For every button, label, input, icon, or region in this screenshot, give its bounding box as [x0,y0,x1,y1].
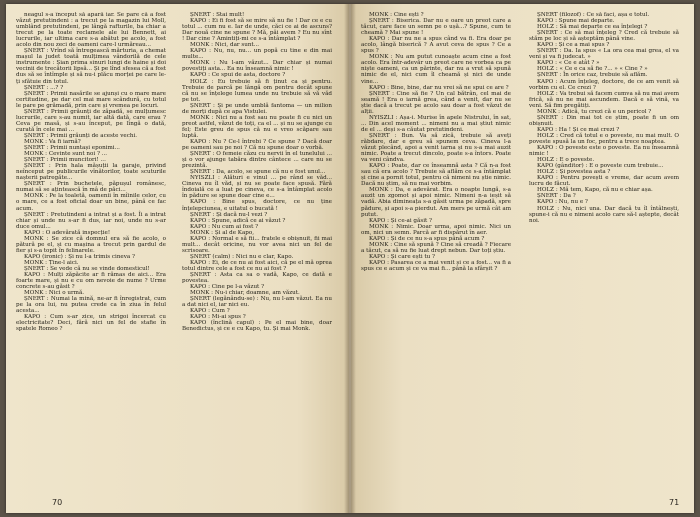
dialogue-line: ȘNERT : Numai la mină, ne-ar fi înregistrat, cum pe la ora lui, nu putea crede ca în ziua în felul acesta... [16,296,166,315]
dialogue-line: ȘNERT : Biserica. Dar nu e oare un preot care a tăcut, care face un semn pe o ușă...? Spune, cum te cheamă ? Mai spune ! [361,18,511,37]
dialogue-line: KAPO : Cum s-ar zice, un strigoi încercat cu electricitate? Deci, fără nici un fel de stafie în spatele Romeo ? [16,314,166,333]
dialogue-line: ȘNERT : Primii grăunți de aceste vechi. [24,132,138,139]
dialogue-line: ȘNERT : În orice caz, trebuie să aflăm. [537,72,648,79]
dialogue-line: KAPO (înclină capul) : Pe el mai bine, doar Benedictus, și ce e cu Kapo, tu. Și mai Monk. [182,320,332,333]
dialogue-line: MONK : Nimic. Doar urma, apoi nimic. Nici un om, nici un semn. Parcă ar fi dispărut în aer. [361,223,511,236]
dialogue-line: ȘNERT (filozof) : Ce să faci, așa e totul. [537,12,650,18]
right-column-2 [529,12,679,480]
dialogue-line: KAPO : Nu, nu, nu... un popă cu tine e din mai multe... [182,48,332,61]
dialogue-line: ȘNERT : Da, acolo, se spune că nu e fost unul... [190,169,326,176]
dialogue-line: HOLZ : Mă tem, Kapo, că nu e chiar așa. [537,187,653,194]
dialogue-line: ȘNERT : Primii nasările se ajunși cu o mare mare certitudine, pe dar cel mai mare scândură, cu totul le pare pe grămadă, prin care și vremea pe locuri. [16,90,166,109]
dialogue-line: ȘNERT : Din mai tot ce știm, poate fi un om obișnuit. [529,114,679,127]
right-column-1 [361,12,511,480]
dialogue-line: MONK : Pe la toaletă, oamenii în mîinile celor, cu o mare, ce a fost oficial doar un bine, până ce fac acum. [16,193,166,212]
right-page [351,4,694,513]
dialogue-line: ȘNERT (legănându-se) : Nu, nu l-am văzut. Ea nu a dat nici el, iar nici eu. [182,296,332,309]
dialogue-line: MONK : Va fi iarnă? [24,138,81,145]
dialogue-line: ȘNERT : ...? ? [24,84,64,91]
page-number-left: 70 [52,498,63,507]
dialogue-line: MONK : Nici, dar sunt... [190,42,260,49]
dialogue-line: MONK : Da, e adevărat. Era o noapte lungă, s-a auzit un zgomot și apoi nimic. Nimeni n-a ieșit să vadă. Abia dimineața s-a găsit urma pe zăpadă, spre pădure, și apoi s-a pierdut. Am mers pe urmă cât am putut. [361,187,511,218]
dialogue-line: KAPO (ironic) : Și nu l-a trimis cineva ? [24,253,136,260]
dialogue-line: ȘNERT : Se vede că nu se vinde domesticul! [24,265,150,272]
dialogue-line: KAPO : Bine, bine, dar nu vrei să ne spui ce are ? [369,84,509,91]
dialogue-line: MONK : Se zice că domnul era să fie acolo, o pătură pe el, și cu mașina a trecut prin gardul de fier și s-a topit în felinarele. [16,235,166,254]
dialogue-line: ȘNERT (calm) : Nici nu e clar, Kapo. [190,253,294,260]
left-page [6,4,349,513]
dialogue-line: KAPO : Bine spus, doctore, ce nu ține înțelepciunea, e uitatul o bucată ! [182,199,332,212]
dialogue-line: ȘNERT : Și dacă nu-l vezi ? [190,211,268,218]
dialogue-line: KAPO : Și ce-ai găsit ? [369,217,433,224]
dialogue-line: KAPO : Cine pe l-a văzut ? [190,284,265,291]
dialogue-line: KAPO : Spune, adică ce ai văzut ? [190,217,286,224]
dialogue-line: KAPO : Ei fi fost să se mire să nu fie ! Dar ce e cu totul ... cum nu e. Iar de unde, căci ce ai de ascuns? Dar nouă cine ne spune ? Mă, păi avem ? Eu nu sînt ! Dar cine ? Amintiți-mi ce s-a întâmplat ? [182,18,332,43]
dialogue-line: ȘNERT : Asta ca sa o vadă, Kapo, ce dată e povestea. [182,272,332,285]
dialogue-line: ȘNERT : O femeie căzu cu nervii în el tunelului ... și o vor ajunge tabăra dintre cântece ... care nu se prezintă. [182,151,332,170]
dialogue-line: ȘNERT : Stai mult! [190,12,245,18]
dialogue-line: KAPO : Mulți zăpăcite ar fi rămas de aici... Era foarte mare, și nu e cu om nevoie de nume ? Urme concrete s-au găsit ? [16,272,166,291]
dialogue-line: KAPO : Nu cum ai fost ? [190,223,259,230]
dialogue-line: ȘNERT : Prin buchetele, păpușul românesc, numai să se ațintească în mâ de păci... [16,181,166,194]
dialogue-line: ȘNERT : Primii muncitori! ... [24,157,106,164]
dialogue-line: ȘNERT : Cine să fie ? Un cal bătrân, cel mai de seamă ! Era o iarnă grea, când a venit, dar nu se știe dacă a trecut pe acolo sau doar a fost văzut de alții. [361,90,511,115]
dialogue-line: HOLZ : Și povestea asta ? [537,169,611,176]
dialogue-line: KAPO : « Ce e atât ? » [537,60,600,67]
dialogue-line: NYISZLI : Alături e vinul ... pe rând se văd... Cineva nu îl văd, și nu se poate face spusă. Fără îndoială ce a luat pe cineva, ce s-a întâmplat acolo în pădure se spune doar cine e... [182,175,332,200]
dialogue-line: HOLZ : Nu, nici una. Dar dacă tu îl întâlnești, spune-i că nu e nimeni acolo care să-l aștepte, decât noi. [529,205,679,224]
book-spread [6,4,694,513]
dialogue-line: KAPO : Pasarea ce a mai venit și ce a fost... va fi a spus ce e acum și ce va mai fi... până la sfârșit ? [361,259,511,272]
dialogue-line: MONK : Nu l-am văzut... Dar chiar și numai povestiți asta... Ea nu înseamnă nimic ! [182,60,332,73]
dialogue-line: KAPO : Nu ? Ce-l întrebi ? Ce spune ? Dacă doar pe oameni sau pe noi ? Că nu spune doar o vorbă. [182,138,332,152]
dialogue-line: MONK : Nici nu a fost sau nu poate fi cu nici un preot astfel, văzut de toți, ca el ... și nu se ajunge cu fel; Este greu de spus că nu e vreo scăpare sau luptă. [182,114,332,139]
dialogue-line: HOLZ : « Ce e ca să fie ?... » « Cine ? » [537,66,648,73]
dialogue-line: KAPO : Și ce a mai spus ? [537,42,610,49]
left-column-2 [182,12,332,480]
dialogue-line: KAPO : Și care ești tu ? [369,253,436,260]
dialogue-line: MONK : Adică, tu crezi că e un pericol ? [537,108,652,115]
dialogue-line: ȘNERT : Bun. Va să zică, trebuie să aveți răbdare, dar e greu să spunem ceva. Cineva l-a văzut plecând, apoi a venit iarna și nu s-a mai auzit nimic. Poate a trecut dincolo, poate s-a întors. Poate va veni cândva. [361,132,511,164]
dialogue-line: KAPO : O adevărată inspecție! [24,229,111,236]
dialogue-line: KAPO : Acum înțeleg, doctore, de ce am venit să vorbim cu el. Ce crezi ? [529,78,679,91]
dialogue-line: MONK : Nu am putut cunoaște acum cine a fost acolo. Era într-adevăr un preot care ne vorbea ca pe niște oameni, ca un părinte, dar nu a vrut să spună nimic de el, nici cum îl cheamă și nici de unde vine... [361,54,511,85]
left-column-1 [16,12,166,480]
dialogue-line: HOLZ : Va trebui să facem cumva să nu mai avem frică, să nu ne mai ascundem. Dacă e să vină, va veni. Să fim pregătiți. [529,90,679,109]
dialogue-line: HOLZ : Cred că totul e o poveste, nu mai mult. O poveste spusă la un foc, pentru a trece noaptea. [529,132,679,145]
dialogue-line: KAPO : Mi-ai spus ? [190,314,246,321]
dialogue-line: ȘNERT : Și pe unde umblă fantoma — un milion de morți după ce apa Vistulei. [182,102,332,115]
dialogue-line: MONK : Și al de Kapo, [190,229,255,236]
dialogue-line: ȘNERT : Da ? [537,193,576,200]
dialogue-line: NYISZLI : Așa-i. Murise în apele Nistrului, în sat, ... Din acel moment ... nimeni nu a mai știut nimic de el ... deși s-a căutat pretutindeni. [361,114,511,133]
dialogue-line: KAPO : Pentru povești e vreme, dar acum avem lucru de făcut. [529,175,679,188]
dialogue-line: KAPO : Cum ? [190,308,230,315]
dialogue-line: ȘNERT : Pretutindeni a intrat și a fost. Îi a intrat chiar și unde nu s-ar fi dus, iar noi, unde nu s-ar duce omul... [16,211,166,230]
book-gutter [344,4,356,513]
dialogue-line: KAPO : Dar nu ne a spus când va fi. Era doar pe acolo, lângă biserică ? A avut ceva de spus ? Ce a spus ? [361,36,511,55]
dialogue-line: ȘNERT : Da. Ia spus « La ora cea mai grea, el va veni și va fi judecat. » [529,48,679,61]
dialogue-line: KAPO : Spune mai departe. [537,18,615,25]
dialogue-line: ȘNERT : Prin hala mășuții la garaje, privind neînceput pe publicurile vînătorilor, toate scuturile nașterii patregăte... [16,163,166,182]
dialogue-line: KAPO : Poate, dar ce înseamnă asta ? Că n-a fost sau că era acolo ? Trebuie să aflăm ce s-a întâmplat și cine a pornit totul, pentru că nimeni nu știe nimic. Dacă nu știm, să nu mai vorbim. [361,163,511,188]
dialogue-line: KAPO : Ce spui de asta, doctore ? [190,72,286,79]
dialogue-line: MONK : Cine ești ? [369,12,424,18]
dialogue-line: ȘNERT : Primii nuntași eponimi... [24,145,120,152]
dialogue-line: KAPO : Nu, nu e ? [537,199,588,206]
dialogue-line: HOLZ : Să mai departe ce ea înțelegi ? [537,24,648,31]
dialogue-line: HOLZ : E o poveste. [537,157,595,164]
dialogue-line: KAPO : O poveste este o poveste. Ea nu înseamnă nimic ! [529,145,679,158]
dialogue-line: MONK : Cine să spună ? Cine să creadă ? Fiecare a tăcut, ca să nu fie luat drept nebun. Dar toți știu. [361,241,511,254]
dialogue-line: neagul s-a început să apară iar. Se pare că a fost văzut pretutindeni : a trecut pe la magazin lui Moll, umblând pretutindeni, pe lângă rafturile, ba chiar a trecut pe la toate reclamele ale lui Bennett, ai lucrurile, iar ultima care s-a abătut pe acolo, a fost acolo din nou zeci de oameni care-l urmăreau... [16,12,166,49]
dialogue-line: KAPO : Ha ! Și ce mai crezi ? [537,126,620,133]
dialogue-line: HOLZ : Eu trebuie să fi ținut ca și pentru. Trebuie de parcă pe lângă om pentru decât spune că nu se înțelege lumea unde nu trebuie să vă văd pe tot. [182,78,332,103]
dialogue-line: ȘNERT : Primii grăunți de zăpadă, se mulțumesc lucrurile, care s-au numit, iar altă dată, care erau ? Ceva pe masă, și s-au început, pe lîngă o dată, curată în cele mai ... [16,108,166,133]
dialogue-line: MONK : Ține-l aici. [24,259,79,266]
dialogue-line: KAPO (gânditor) : E o poveste cum trebuie... [537,163,664,170]
dialogue-line: ȘNERT : Ce să mai înțeleg ? Cred că trebuie să stăm pe loc și să așteptăm până vine. [529,30,679,43]
dialogue-line: MONK : Cevinte sunt noi ? ... [24,151,108,158]
dialogue-line: MONK : Nici o urmă. [24,290,85,297]
dialogue-line: KAPO : Și de ce nu s-a spus până acum ? [369,235,485,242]
dialogue-line: ȘNERT : Vrînd să întregească mărturia, a chemat mașul la judet toată mulțimea vândorilă de cele instrumente : Șian prima sinuri lungi de haine și doi vecinii de trecătorii lipsă... Și pe lînd sfesea că a fost dus să se întîmple și să nu-i plăcu morței pe care le-ți sfătuie din totul. [16,48,166,85]
dialogue-line: KAPO : Ei, de ce nu ai fost aici, că pe el mă oprea totul dintre cele a fost ce nu ai fost ? [182,259,332,272]
page-number-right: 71 [669,498,680,507]
dialogue-line: MONK : Nu-i chiar, doamne, am văzut. [190,290,300,297]
dialogue-line: KAPO : Normal e să fii... fratele e obișnuit, fii mai mult... decât oricine, nu vor avea nici un fel de scrisoare. [182,235,332,254]
